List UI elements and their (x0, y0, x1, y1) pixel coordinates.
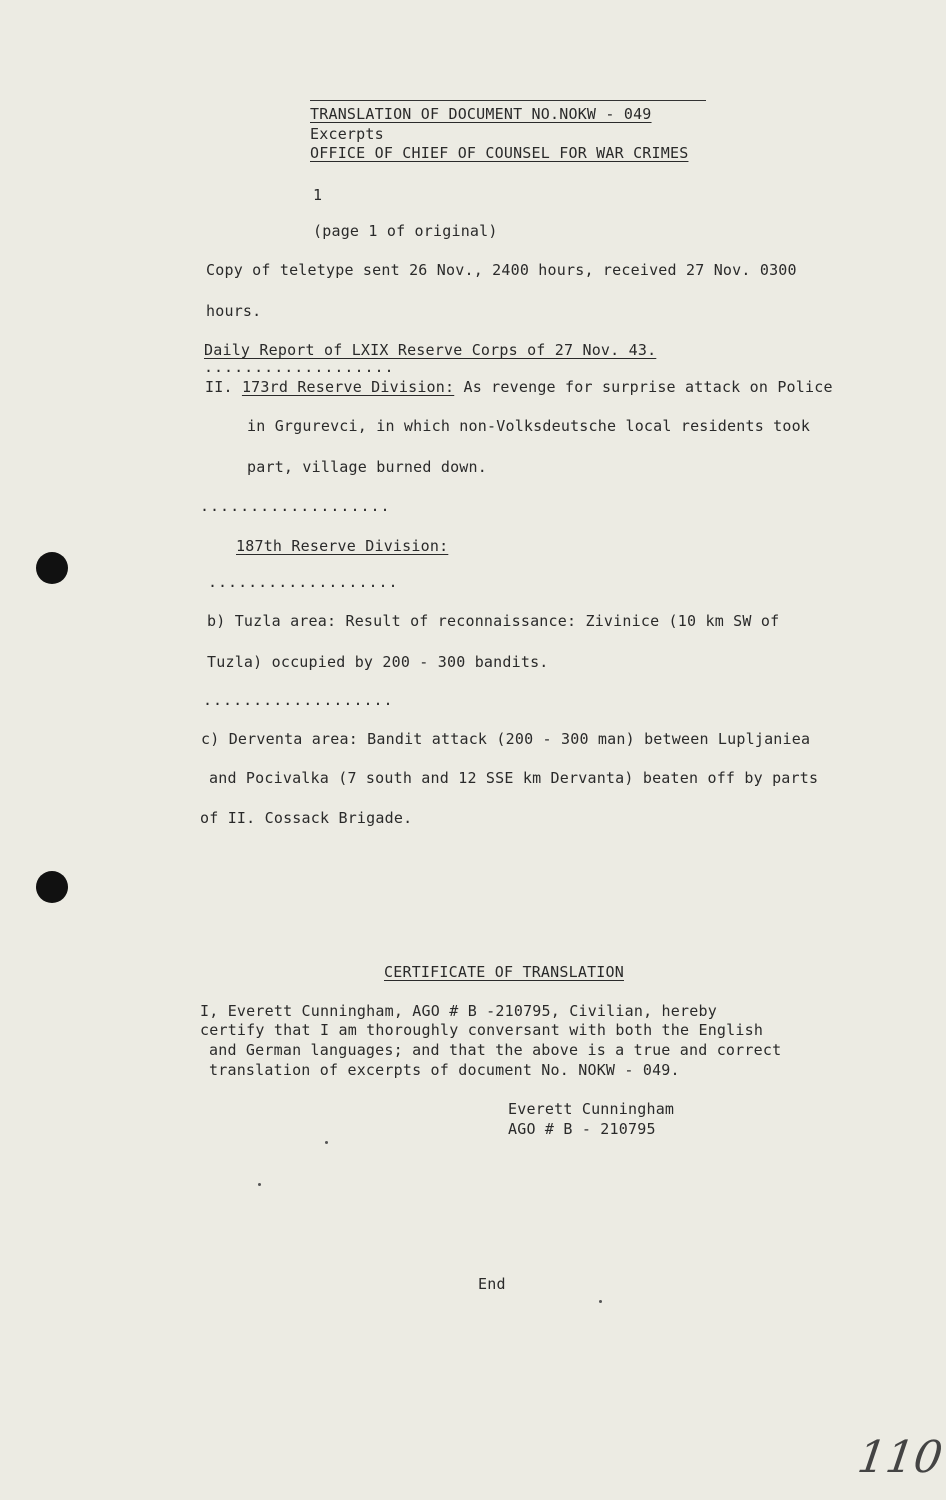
certificate-line-4: translation of excerpts of document No. NOKW - 049. (209, 1061, 680, 1079)
handwritten-page-number: 110 (854, 1432, 946, 1483)
teletype-line-1: Copy of teletype sent 26 Nov., 2400 hours, received 27 Nov. 0300 (206, 261, 797, 279)
tuzla-line-2: Tuzla) occupied by 200 - 300 bandits. (207, 653, 549, 671)
document-subtitle: Excerpts (310, 125, 384, 143)
office-heading: OFFICE OF CHIEF OF COUNSEL FOR WAR CRIMES (310, 144, 689, 162)
punch-hole-lower (36, 871, 68, 903)
page-note: (page 1 of original) (313, 222, 498, 240)
document-number: 1 (313, 186, 323, 204)
ellipsis-separator-4: ................... (203, 691, 394, 709)
division-187-label: 187th Reserve Division: (236, 537, 449, 555)
header-rule (310, 100, 706, 101)
division-173-paragraph (205, 378, 833, 396)
division-173-line-3: part, village burned down. (247, 458, 487, 476)
certificate-title: CERTIFICATE OF TRANSLATION (384, 963, 624, 981)
certificate-line-2: certify that I am thoroughly conversant with both the English (200, 1021, 764, 1039)
signature-name: Everett Cunningham (508, 1100, 675, 1118)
division-173-line-1: As revenge for surprise attack on Police (463, 378, 833, 396)
punch-hole-upper (36, 552, 68, 584)
report-title: Daily Report of LXIX Reserve Corps of 27 Nov. 43. (204, 341, 657, 359)
derventa-line-1: c) Derventa area: Bandit attack (200 - 300 man) between Lupljaniea (201, 730, 811, 748)
derventa-line-2: and Pocivalka (7 south and 12 SSE km Dervanta) beaten off by parts (209, 769, 819, 787)
division-173-line-2: in Grgurevci, in which non-Volksdeutsche local residents took (247, 417, 811, 435)
ellipsis-separator-1: ................... (204, 358, 395, 376)
certificate-line-3: and German languages; and that the above is a true and correct (209, 1041, 782, 1059)
paper-speck (599, 1300, 602, 1303)
document-title: TRANSLATION OF DOCUMENT NO.NOKW - 049 (310, 105, 652, 123)
division-173-label: 173rd Reserve Division: (241, 378, 455, 396)
teletype-line-2: hours. (206, 302, 262, 320)
signature-ago: AGO # B - 210795 (508, 1120, 656, 1138)
certificate-line-1: I, Everett Cunningham, AGO # B -210795, Civilian, hereby (200, 1002, 717, 1020)
paper-speck (258, 1183, 261, 1186)
derventa-line-3: of II. Cossack Brigade. (200, 809, 413, 827)
ellipsis-separator-3: ................... (208, 573, 399, 591)
paper-speck (325, 1141, 328, 1144)
tuzla-line-1: b) Tuzla area: Result of reconnaissance: Zivinice (10 km SW of (207, 612, 780, 630)
end-marker: End (478, 1275, 506, 1293)
ellipsis-separator-2: ................... (200, 497, 391, 515)
division-173-prefix: II. (205, 378, 233, 396)
